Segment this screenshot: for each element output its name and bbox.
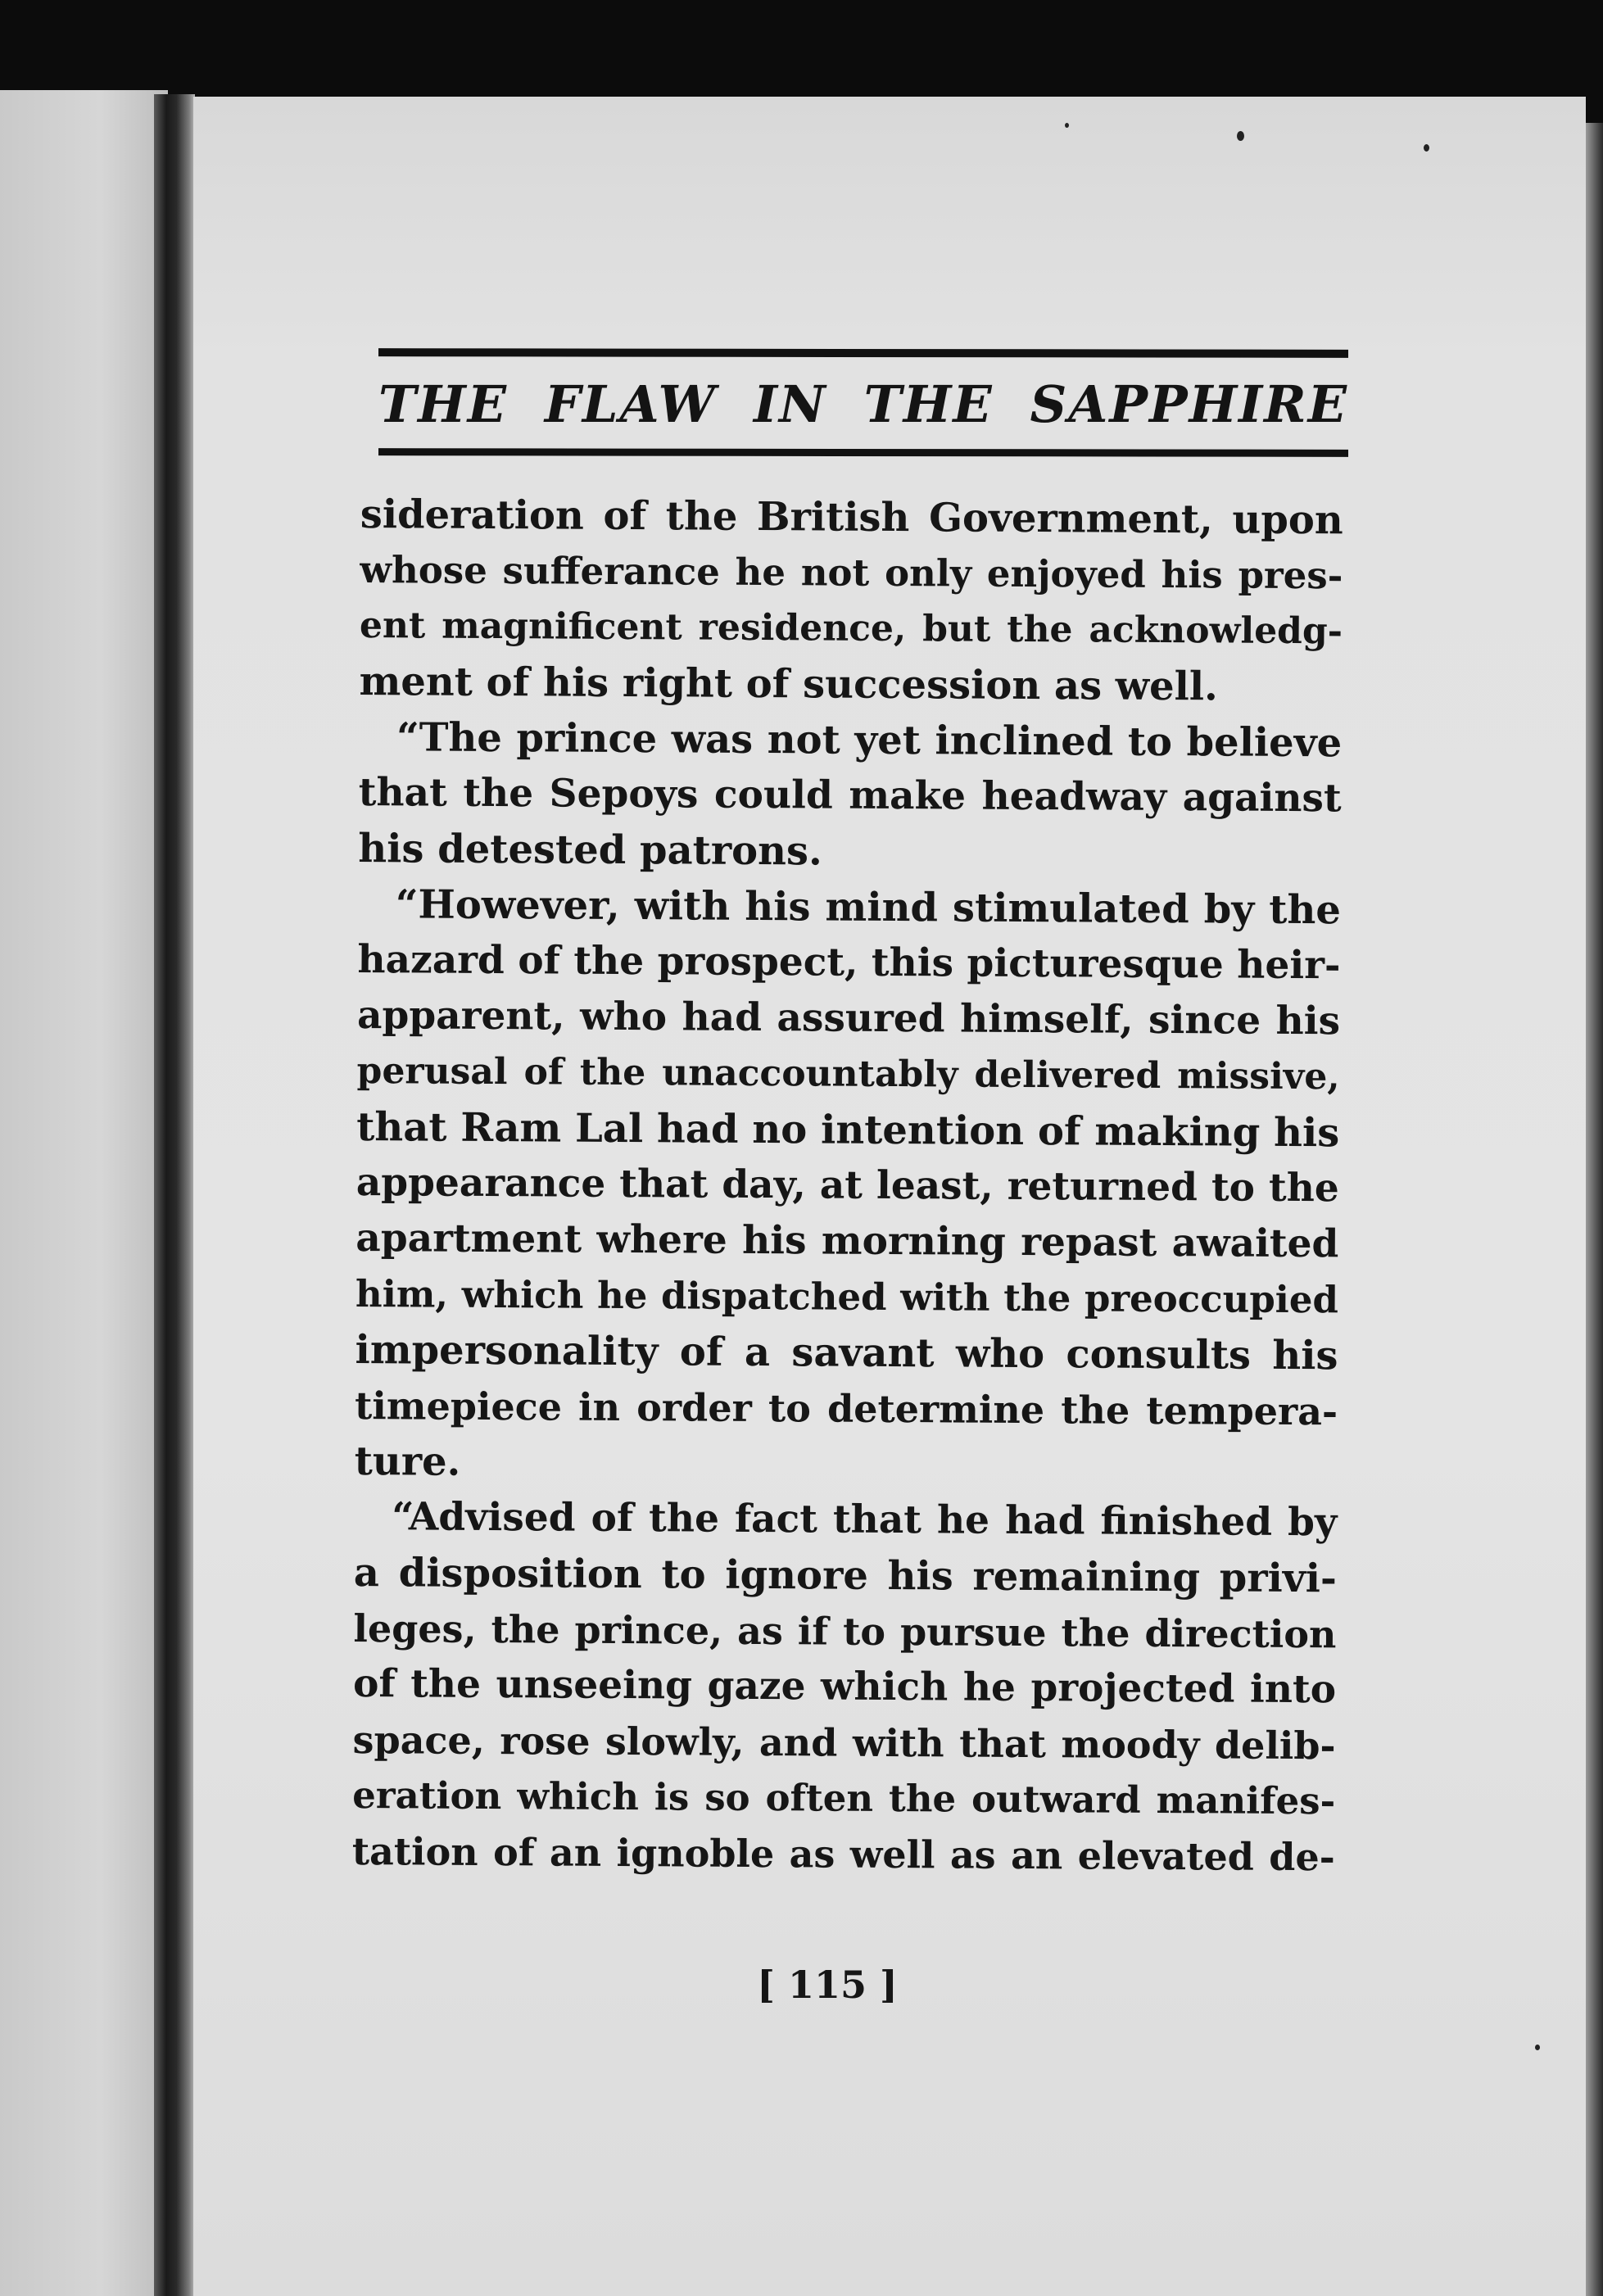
- header-rule-bottom: [378, 448, 1348, 457]
- running-head: [378, 364, 1348, 446]
- text-line: that the Sepoys could make headway against: [358, 769, 1342, 822]
- scan-speck: [1237, 131, 1244, 141]
- text-line: apartment where his morning repast awaited: [355, 1215, 1339, 1267]
- body-text: [352, 487, 1343, 1885]
- previous-page-edge: [0, 90, 168, 2296]
- running-head-word: FLAW: [544, 374, 718, 434]
- text-line: perusal of the unaccountably delivered missive,: [356, 1049, 1340, 1098]
- running-head-word: SAPPHIRE: [1030, 374, 1348, 434]
- text-line: ent magnificent residence, but the acknowledg-: [359, 604, 1343, 653]
- text-line: apparent, who had assured himself, since his: [356, 992, 1341, 1044]
- text-line: hazard of the prospect, this picturesque heir-: [357, 936, 1341, 989]
- text-line: that Ram Lal had no intention of making his: [356, 1103, 1340, 1157]
- text-line: his detested patrons.: [358, 825, 822, 875]
- page-number: [ 115 ]: [757, 1963, 898, 2007]
- text-line: eration which is so often the outward manifes-: [352, 1773, 1336, 1823]
- scan-speck: [1535, 2045, 1540, 2050]
- text-line: appearance that day, at least, returned to the: [355, 1159, 1339, 1211]
- text-line: tation of an ignoble as well as an elevated de-: [351, 1828, 1335, 1880]
- text-line: ture.: [354, 1438, 461, 1485]
- text-line: “Advised of the fact that he had finished by: [392, 1494, 1338, 1546]
- book-gutter: [154, 94, 195, 2296]
- text-line: ment of his right of succession as well.: [359, 658, 1218, 710]
- text-line: whose sufferance he not only enjoyed his pres-: [360, 547, 1343, 598]
- text-line: “The prince was not yet inclined to believe: [396, 714, 1343, 767]
- header-rule-top: [378, 348, 1348, 358]
- text-line: “However, with his mind stimulated by the: [395, 881, 1342, 934]
- scan-speck: [1065, 123, 1069, 128]
- running-head-word: THE: [863, 374, 994, 434]
- text-line: space, rose slowly, and with that moody delib-: [352, 1717, 1336, 1768]
- scan-speck: [1424, 144, 1429, 152]
- text-line: timepiece in order to determine the tempera-: [354, 1383, 1338, 1434]
- running-head-word: IN: [754, 374, 827, 434]
- text-line: impersonality of a savant who consults his: [355, 1326, 1338, 1379]
- text-line: sideration of the British Government, upon: [360, 491, 1343, 544]
- text-line: of the unseeing gaze which he projected into: [352, 1660, 1337, 1713]
- text-line: him, which he dispatched with the preoccupied: [355, 1271, 1339, 1322]
- text-line: leges, the prince, as if to pursue the direction: [353, 1605, 1337, 1657]
- page-right-shadow: [1586, 123, 1603, 2296]
- running-head-word: THE: [378, 374, 508, 434]
- text-line: a disposition to ignore his remaining privi-: [353, 1549, 1338, 1602]
